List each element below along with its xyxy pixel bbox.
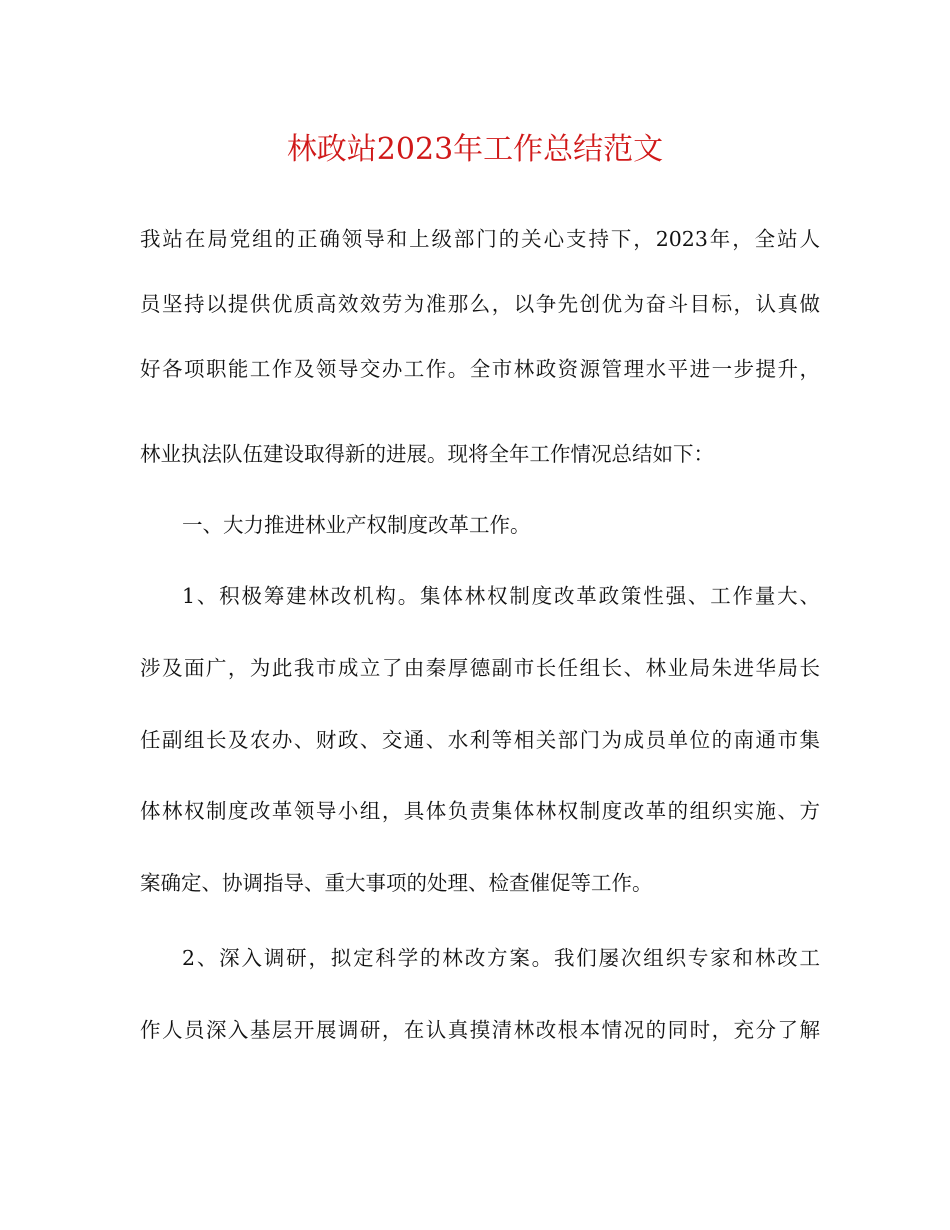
body-line: 2、深入调研，拟定科学的林改方案。我们屡次组织专家和林改工 <box>182 946 820 970</box>
document-title: 林政站2023年工作总结范文 <box>286 132 664 167</box>
body-line: 我站在局党组的正确领导和上级部门的关心支持下，2023年，全站人 <box>140 227 820 251</box>
body-line: 涉及面广，为此我市成立了由秦厚德副市长任组长、林业局朱进华局长 <box>140 656 820 680</box>
body-line: 作人员深入基层开展调研，在认真摸清林改根本情况的同时，充分了解 <box>140 1018 820 1042</box>
body-line: 好各项职能工作及领导交办工作。全市林政资源管理水平进一步提升， <box>140 357 820 381</box>
body-line: 员坚持以提供优质高效效劳为准那么，以争先创优为奋斗目标，认真做 <box>140 292 820 316</box>
body-line: 林业执法队伍建设取得新的进展。现将全年工作情况总结如下： <box>140 442 714 466</box>
section-heading: 一、大力推进林业产权制度改革工作。 <box>182 513 531 537</box>
body-line: 任副组长及农办、财政、交通、水利等相关部门为成员单位的南通市集 <box>140 728 820 752</box>
body-line: 1、积极筹建林改机构。集体林权制度改革政策性强、工作量大、 <box>182 584 820 608</box>
body-line: 案确定、协调指导、重大事项的处理、检查催促等工作。 <box>140 871 653 895</box>
body-line: 体林权制度改革领导小组，具体负责集体林权制度改革的组织实施、方 <box>140 799 820 823</box>
